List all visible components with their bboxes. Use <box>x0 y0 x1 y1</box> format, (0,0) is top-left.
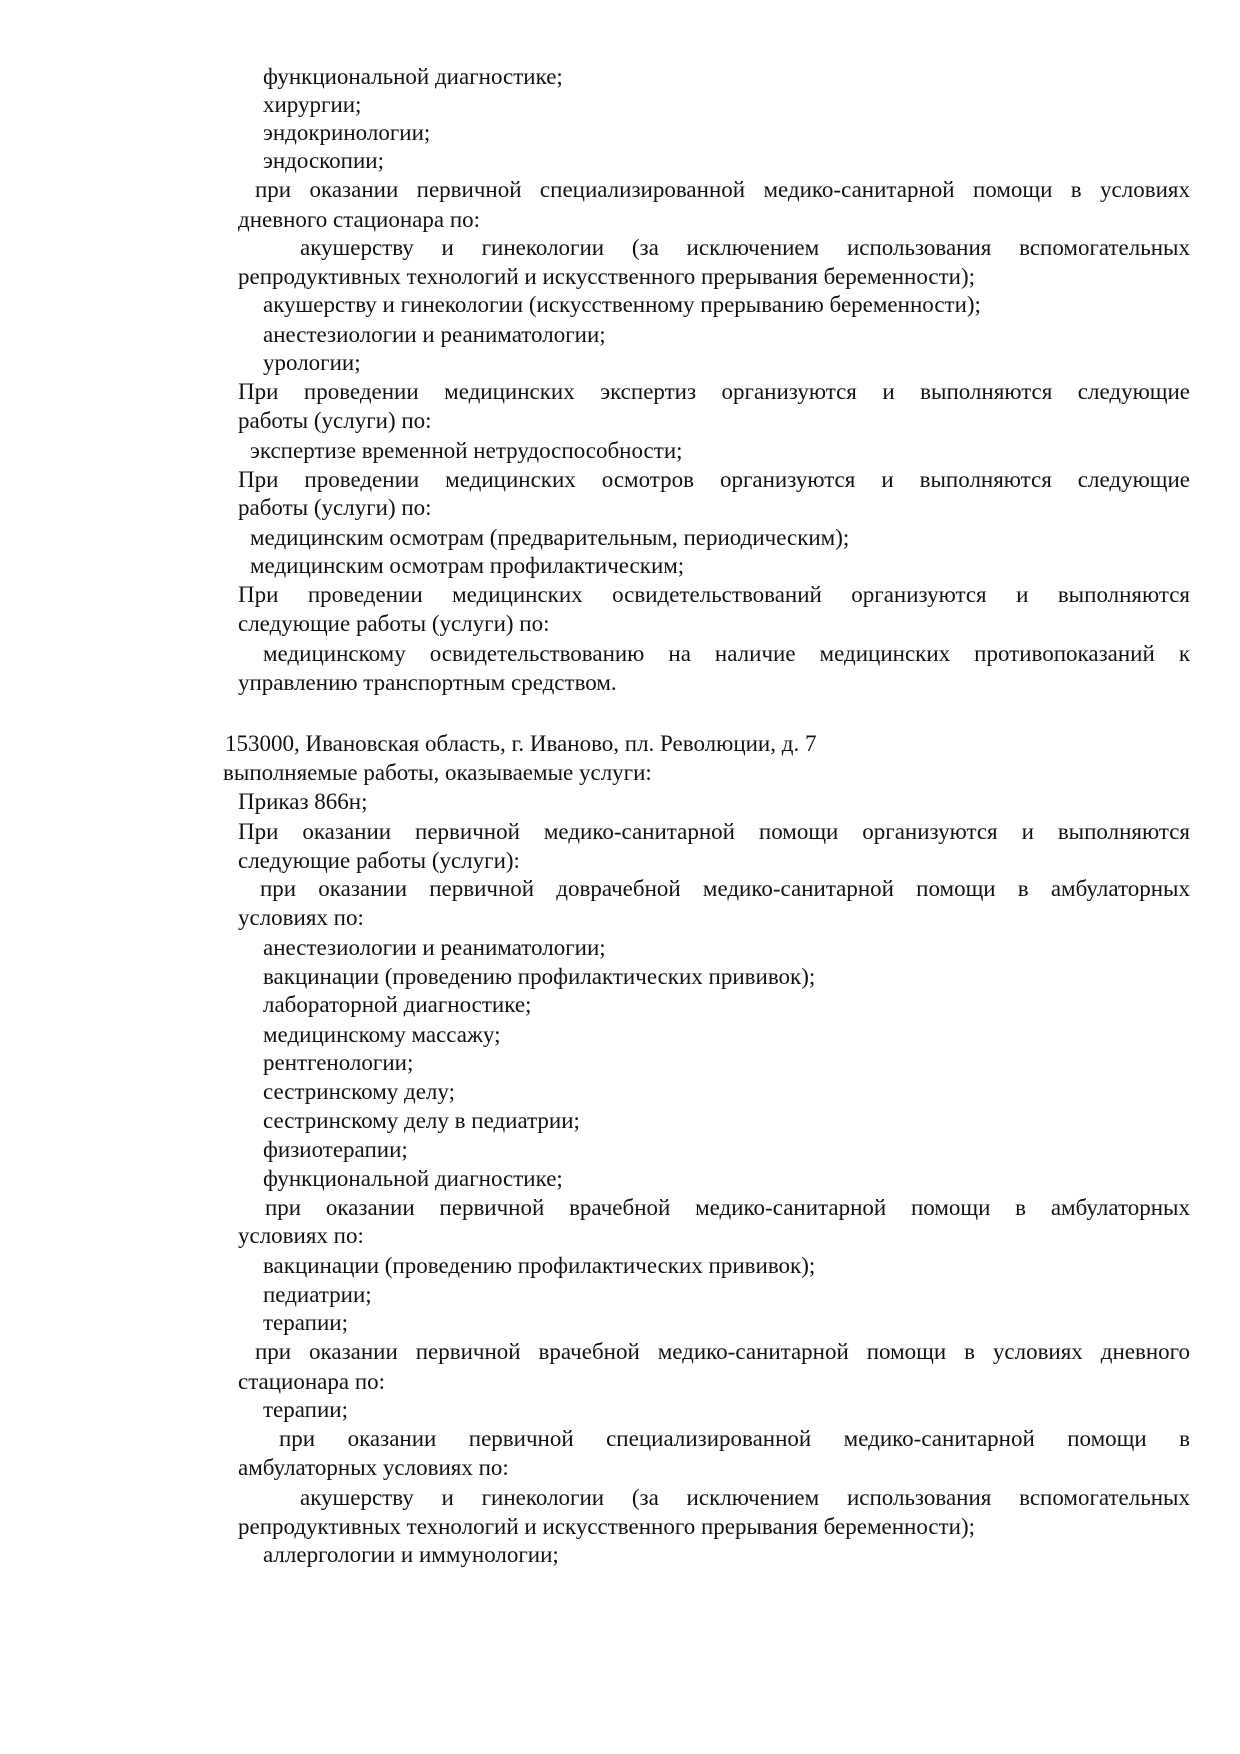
text-line: урологии; <box>263 350 361 375</box>
text-line: эндоскопии; <box>263 148 384 173</box>
text-line: медицинскому освидетельствованию на наличие медицинских противопоказаний к <box>263 641 1190 666</box>
text-line: функциональной диагностике; <box>263 64 563 89</box>
text-line: управлению транспортным средством. <box>238 670 617 695</box>
text-line: анестезиологии и реаниматологии; <box>263 935 606 960</box>
text-line: анестезиологии и реаниматологии; <box>263 322 606 347</box>
text-line: При проведении медицинских осмотров организуются и выполняются следующие <box>238 467 1190 492</box>
text-line: сестринскому делу; <box>263 1079 455 1104</box>
text-line: терапии; <box>263 1310 348 1335</box>
text-line: медицинскому массажу; <box>263 1022 501 1047</box>
text-line: сестринскому делу в педиатрии; <box>263 1108 580 1133</box>
text-line: медицинским осмотрам профилактическим; <box>250 553 685 578</box>
text-line: акушерству и гинекологии (за исключением использования вспомогательных <box>300 1485 1190 1510</box>
text-line: рентгенологии; <box>263 1050 414 1075</box>
text-line: репродуктивных технологий и искусственного прерывания беременности); <box>238 1514 976 1539</box>
text-line: условиях по: <box>238 1223 364 1248</box>
text-line: при оказании первичной доврачебной медико-санитарной помощи в амбулаторных <box>260 876 1190 901</box>
text-line: при оказании первичной врачебной медико-санитарной помощи в условиях дневного <box>255 1339 1190 1364</box>
text-line: При проведении медицинских освидетельствований организуются и выполняются <box>238 582 1190 607</box>
text-line: медицинским осмотрам (предварительным, периодическим); <box>250 525 850 550</box>
text-line: дневного стационара по: <box>238 207 481 232</box>
text-line: функциональной диагностике; <box>263 1166 563 1191</box>
text-line: аллергологии и иммунологии; <box>263 1542 559 1567</box>
text-line: репродуктивных технологий и искусственного прерывания беременности); <box>238 264 976 289</box>
text-line: вакцинации (проведению профилактических прививок); <box>263 964 816 989</box>
text-line: работы (услуги) по: <box>238 408 432 433</box>
text-line: условиях по: <box>238 905 364 930</box>
text-line: стационара по: <box>238 1369 386 1394</box>
text-line: выполняемые работы, оказываемые услуги: <box>223 760 652 785</box>
text-line: следующие работы (услуги): <box>238 848 520 873</box>
text-line: физиотерапии; <box>263 1137 408 1162</box>
text-line: При оказании первичной медико-санитарной помощи организуются и выполняются <box>238 819 1190 844</box>
text-line: акушерству и гинекологии (за исключением использования вспомогательных <box>300 235 1190 260</box>
text-line: педиатрии; <box>263 1282 372 1307</box>
text-line: амбулаторных условиях по: <box>238 1455 509 1480</box>
text-line: хирургии; <box>263 92 362 117</box>
text-line: работы (услуги) по: <box>238 495 432 520</box>
text-line: следующие работы (услуги) по: <box>238 611 550 636</box>
text-line: при оказании первичной специализированной медико-санитарной помощи в <box>279 1426 1190 1451</box>
text-line: при оказании первичной врачебной медико-санитарной помощи в амбулаторных <box>265 1195 1190 1220</box>
text-line: вакцинации (проведению профилактических прививок); <box>263 1253 816 1278</box>
text-line: терапии; <box>263 1397 348 1422</box>
text-line: экспертизе временной нетрудоспособности; <box>250 438 683 463</box>
text-line: акушерству и гинекологии (искусственному прерыванию беременности); <box>263 292 981 317</box>
text-line: при оказании первичной специализированной медико-санитарной помощи в условиях <box>255 177 1190 202</box>
text-line: эндокринологии; <box>263 120 431 145</box>
text-line: лабораторной диагностике; <box>263 992 532 1017</box>
address-heading: 153000, Ивановская область, г. Иваново, пл. Революции, д. 7 <box>225 731 817 756</box>
text-line: Приказ 866н; <box>238 789 368 814</box>
text-line: При проведении медицинских экспертиз организуются и выполняются следующие <box>238 379 1190 404</box>
